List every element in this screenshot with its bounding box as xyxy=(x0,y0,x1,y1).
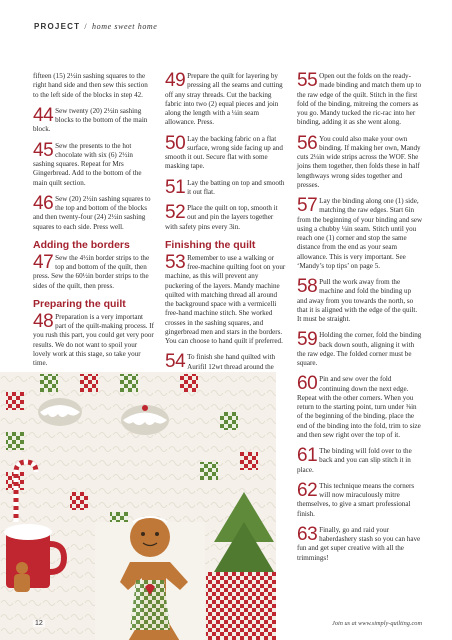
small-gingerbread-applique xyxy=(14,562,30,592)
step-58 xyxy=(297,278,423,324)
step-number: 54 xyxy=(165,351,186,373)
step-number: 45 xyxy=(33,139,54,161)
section-label: PROJECT xyxy=(34,22,81,31)
step-text: Holding the corner, fold the binding back down south, aligning it with the raw edge. The folded corner must be square. xyxy=(297,331,422,367)
step-text: Open out the folds on the ready-made binding and match them up to the raw edge of the quilt. Stitch in the first fold of the binding, mitreing the corners as you go. Mandy tucked the ric-rac into her binding, adding it as she went along. xyxy=(297,72,422,127)
step-text: Sew twenty (20) 2½in sashing blocks to the bottom of the main block. xyxy=(33,106,148,134)
step-text: Pin and sew over the fold continuing down the next edge. Repeat with the other corners. When you return to the starting point, turn under ⅜in of the beginning of the binding, place the end of the binding into the fold, trim to size and then sew right over the top of it. xyxy=(297,375,421,439)
step-text: Lay the batting on top and smooth it out flat. xyxy=(187,178,285,196)
step-61 xyxy=(297,447,423,475)
heading-finishing-quilt: Finishing the quilt xyxy=(165,238,256,251)
border-checks xyxy=(206,572,276,640)
step-47 xyxy=(33,251,155,291)
header-separator: / xyxy=(84,22,88,31)
step-60 xyxy=(297,375,423,440)
step-50 xyxy=(165,132,287,172)
step-number: 46 xyxy=(33,192,54,214)
step-number: 49 xyxy=(165,70,186,91)
step-57 xyxy=(297,197,423,271)
step-text: Prepare the quilt for layering by pressing all the seams and cutting off any stray threads. Cut the backing fabric into two (2) equal pieces and join along the length with a ¼in seam allowance. Press. xyxy=(165,72,283,127)
step-number: 55 xyxy=(297,70,318,91)
quilt-photo xyxy=(0,372,276,640)
step-number: 44 xyxy=(33,104,54,126)
step-62 xyxy=(297,479,423,519)
step-text: Preparation is a very important part of the quilt-making process. If you rush this part, you could get very poor results. We do not want to spoil your lovely work at this stage, so take your time. xyxy=(33,312,155,367)
step-number: 62 xyxy=(297,479,318,501)
step-text: This technique means the corners will now miraculously mitre themselves, to give a smart professional finish. xyxy=(297,481,415,518)
step-45 xyxy=(33,139,155,188)
step-text: Sew (20) 2½in sashing squares to the top and bottom of the blocks and then twenty-four (24) 2½in sashing squares to each side. Press well. xyxy=(33,194,151,231)
running-header xyxy=(34,22,157,31)
heading-adding-borders: Adding the borders xyxy=(33,238,130,251)
step-number: 56 xyxy=(297,132,318,154)
step-53 xyxy=(165,251,287,347)
step-59 xyxy=(297,331,423,368)
gingerbread-applique xyxy=(95,517,205,640)
step-text: The binding will fold over to the back and you can slip stitch it in place. xyxy=(297,447,412,474)
intro-paragraph: fifteen (15) 2½in sashing squares to the right hand side and then sew this section to the left side of the blocks in step 42. xyxy=(33,72,148,99)
step-text: Sew the 4½in border strips to the top and bottom of the quilt, then press. Sew the 60½in border strips to the sides of the quilt, then press. xyxy=(33,253,150,290)
footer-website: Join us at www.simply-quilting.com xyxy=(332,620,422,627)
quilt-illustration xyxy=(0,372,276,640)
step-number: 48 xyxy=(33,310,54,332)
step-text: Lay the binding along one (1) side, matching the raw edges. Start 6in from the beginning of your binding and sew using a chubby ¼in seam. Stitch until you reach one (1) corner and stop the same distance from the end as your seam allowance. This is very important. See ‘Mandy’s top tips’ on page 5. xyxy=(297,197,423,270)
column-3 xyxy=(297,72,423,570)
step-63 xyxy=(297,523,423,563)
step-49 xyxy=(165,72,287,128)
step-text: To finish she hand quilted with Aurifil 12wt thread around the xyxy=(187,353,276,371)
step-number: 59 xyxy=(297,329,318,351)
step-number: 61 xyxy=(297,445,318,466)
page-number: 12 xyxy=(35,620,43,627)
step-56 xyxy=(297,132,423,191)
step-55 xyxy=(297,72,423,128)
section-title: home sweet home xyxy=(92,22,158,31)
step-number: 60 xyxy=(297,373,318,395)
step-46 xyxy=(33,192,155,232)
step-number: 47 xyxy=(33,251,54,273)
column-2 xyxy=(165,72,287,388)
step-text: You could also make your own binding. If making her own, Mandy cuts 2¼in wide strips across the WOF. She joins them together, then folds these in half lengthways wrong sides together and presses. xyxy=(297,134,421,189)
step-48 xyxy=(33,310,155,369)
step-number: 57 xyxy=(297,195,318,216)
step-number: 58 xyxy=(297,276,318,297)
step-number: 51 xyxy=(165,176,186,198)
step-text: Remember to use a walking or free-machine quilting foot on your machine, as this will prevent any puckering of the layers. Mandy machine quilted with matching thread all around the background space with a vermicelli free-hand machine stitch. She worked crosses in the sashing squares, and gingerbread men and stars in the borders. You can choose to hand quilt if preferred. xyxy=(165,253,286,345)
step-number: 52 xyxy=(165,202,186,223)
step-52 xyxy=(165,204,287,232)
step-number: 50 xyxy=(165,132,186,154)
step-44 xyxy=(33,104,155,135)
step-text: Sew the presents to the hot chocolate with six (6) 2½in sashing squares. Repeat for Mrs Gingerbread. Add to the bottom of the main quilt section. xyxy=(33,141,142,187)
step-text: Pull the work away from the machine and fold the binding up and away from you towards the north, so that it is aligned with the edge of the quilt. It must be straight. xyxy=(297,278,418,323)
heading-preparing-quilt: Preparing the quilt xyxy=(33,297,126,310)
column-1 xyxy=(33,72,155,375)
step-text: Finally, go and raid your haberdashery stash so you can have fun and get super creative with all the trimmings! xyxy=(297,525,421,562)
step-number: 53 xyxy=(165,251,186,273)
step-text: Place the quilt on top, smooth it out and pin the layers together with safety pins every 3in. xyxy=(165,204,278,231)
step-number: 63 xyxy=(297,523,318,545)
step-text: Lay the backing fabric on a flat surface, wrong side facing up and smooth it out. Secure flat with some masking tape. xyxy=(165,134,283,171)
step-51 xyxy=(165,176,287,198)
